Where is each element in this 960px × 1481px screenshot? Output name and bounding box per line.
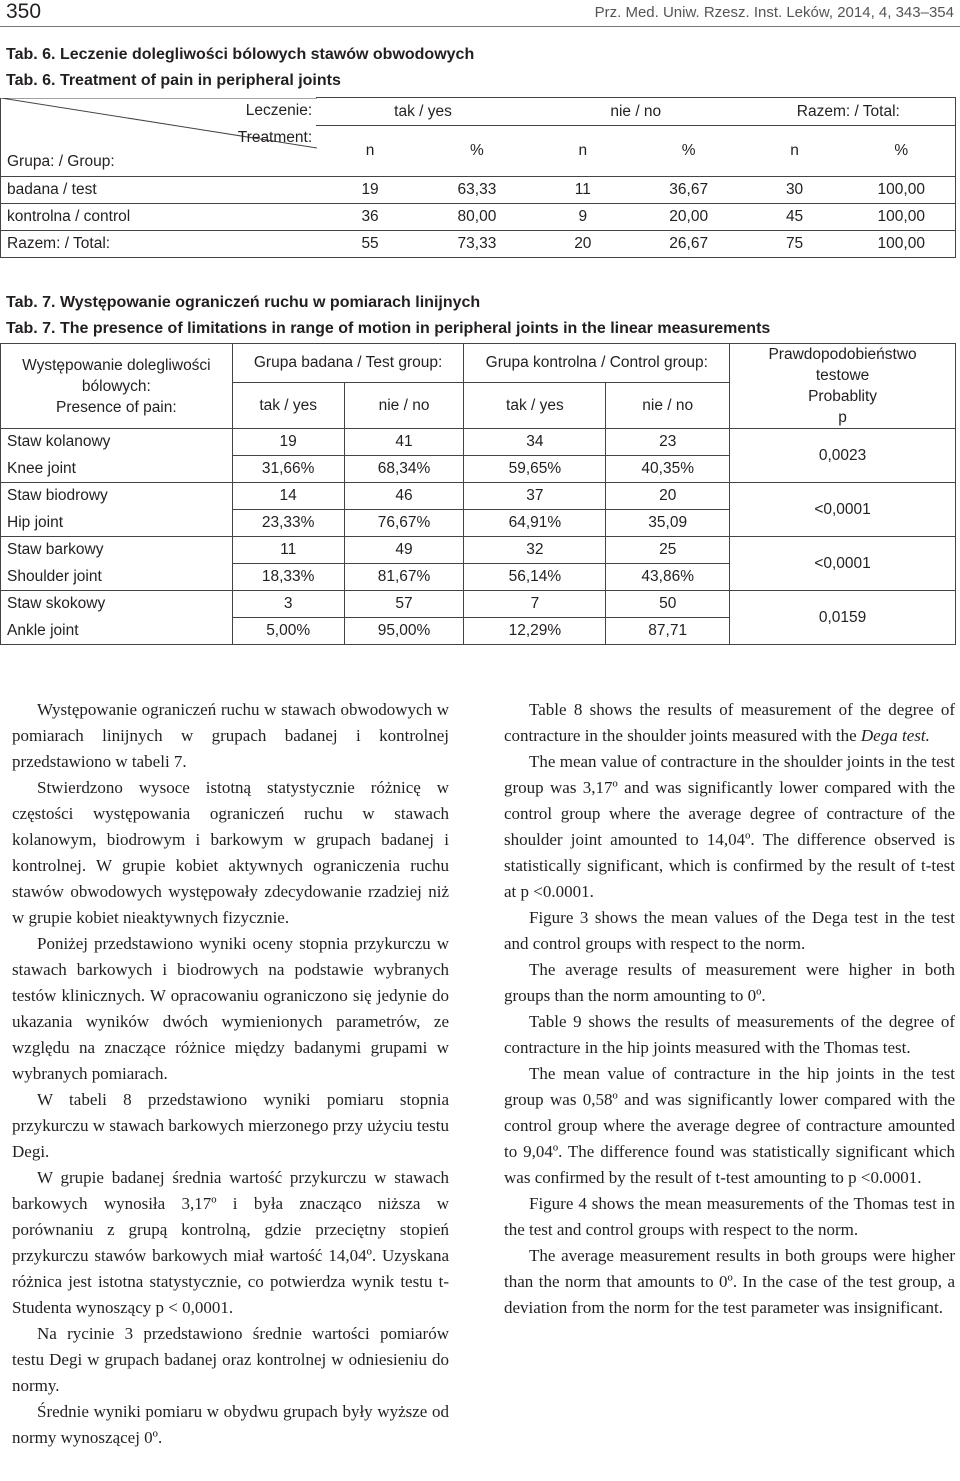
table-cell: 75 — [742, 231, 848, 258]
joint-label-en: Shoulder joint — [1, 564, 233, 591]
journal-reference: Prz. Med. Uniw. Rzesz. Inst. Leków, 2014, 4, 343–354 — [594, 4, 954, 21]
table-cell: 18,33% — [232, 564, 344, 591]
table-cell: 87,71 — [606, 618, 730, 645]
table6-caption-en: Tab. 6. Treatment of pain in peripheral joints — [6, 72, 341, 89]
table-cell: 45 — [742, 204, 848, 231]
corner-group: Grupa: / Group: — [7, 152, 115, 170]
table-row — [1, 483, 956, 510]
table6-header-yes: tak / yes — [316, 98, 530, 126]
table-cell: 36,67 — [636, 177, 742, 204]
p-value: <0,0001 — [730, 537, 956, 591]
prob-header-line: Probablity — [808, 388, 878, 405]
table7-prob-header — [730, 344, 956, 429]
paragraph: Figure 3 shows the mean values of the Dega test in the test and control groups with respect to the norm. — [504, 908, 955, 953]
table-cell: 56,14% — [464, 564, 606, 591]
table-row — [1, 591, 956, 618]
table-cell: 19 — [316, 177, 424, 204]
table-cell: 35,09 — [606, 510, 730, 537]
table6-header-total: Razem: / Total: — [742, 98, 956, 126]
paragraph: The average results of measurement were higher in both groups than the norm amounting to 0º. — [504, 960, 955, 1005]
row-label: badana / test — [1, 177, 317, 204]
paragraph: Figure 4 shows the mean measurements of the Thomas test in the test and control groups with respect to the norm. — [504, 1194, 955, 1239]
table-cell: 30 — [742, 177, 848, 204]
page-number: 350 — [6, 0, 42, 23]
table7-corner — [1, 344, 233, 429]
table-cell: 68,34% — [344, 456, 464, 483]
table-cell: 76,67% — [344, 510, 464, 537]
joint-label-pl: Staw barkowy — [1, 537, 233, 564]
table-row — [1, 429, 956, 456]
corner-line: bólowych: — [81, 377, 151, 395]
table-cell: 9 — [530, 204, 636, 231]
table-cell: 7 — [464, 591, 606, 618]
body-column-left — [12, 697, 449, 1451]
paragraph: W tabeli 8 przedstawiono wyniki pomiaru stopnia przykurczu w stawach barkowych mierzonego przy użyciu testu Degi. — [12, 1090, 449, 1161]
p-value: 0,0023 — [730, 429, 956, 483]
corner-line: Presence of pain: — [56, 398, 177, 416]
joint-label-en: Knee joint — [1, 456, 233, 483]
joint-label-en: Ankle joint — [1, 618, 233, 645]
table-row — [1, 204, 956, 231]
corner-treatment-pl: Leczenie: — [245, 101, 313, 119]
joint-label-pl: Staw biodrowy — [1, 483, 233, 510]
joint-label-pl: Staw kolanowy — [1, 429, 233, 456]
table7-header-test-group: Grupa badana / Test group: — [232, 344, 464, 383]
table-cell: 3 — [232, 591, 344, 618]
table-cell: 12,29% — [464, 618, 606, 645]
p-value: <0,0001 — [730, 483, 956, 537]
table-cell: 100,00 — [848, 231, 956, 258]
table6-subheader: % — [424, 126, 530, 177]
paragraph — [504, 697, 955, 749]
table-cell: 40,35% — [606, 456, 730, 483]
table7-header-control-group: Grupa kontrolna / Control group: — [464, 344, 730, 383]
table7-subheader: tak / yes — [464, 383, 606, 429]
table-cell: 23 — [606, 429, 730, 456]
table6-subheader: n — [530, 126, 636, 177]
table-cell: 31,66% — [232, 456, 344, 483]
table6-subheader: % — [636, 126, 742, 177]
joint-label-en: Hip joint — [1, 510, 233, 537]
table-cell: 73,33 — [424, 231, 530, 258]
row-label: Razem: / Total: — [1, 231, 317, 258]
table6-caption-pl: Tab. 6. Leczenie dolegliwości bólowych stawów obwodowych — [6, 46, 475, 63]
table-cell: 23,33% — [232, 510, 344, 537]
table-cell: 37 — [464, 483, 606, 510]
joint-label-pl: Staw skokowy — [1, 591, 233, 618]
table-cell: 43,86% — [606, 564, 730, 591]
table7-subheader: nie / no — [344, 383, 464, 429]
table-cell: 57 — [344, 591, 464, 618]
table-cell: 11 — [530, 177, 636, 204]
paragraph: Stwierdzono wysoce istotną statystycznie różnicę w częstości występowania ograniczeń ruchu w stawach kolanowym, biodrowym i barkowym w grupach badanej i kontrolnej. W grupie kobiet aktywnych ograniczenia ruchu stawów obwodowych występowały zdecydowanie rzadziej niż w grupie kobiet nieaktywnych fizycznie. — [12, 778, 449, 927]
table7 — [0, 343, 956, 645]
table-cell: 46 — [344, 483, 464, 510]
table-cell: 19 — [232, 429, 344, 456]
table6-subheader: % — [848, 126, 956, 177]
header-rule — [0, 26, 960, 27]
table-row — [1, 231, 956, 258]
paragraph: Poniżej przedstawiono wyniki oceny stopnia przykurczu w stawach barkowych i biodrowych na podstawie wybranych testów klinicznych. W opracowaniu ograniczono się jedynie do ukazania wyników dwóch wymienionych parametrów, ze względu na znaczące różnice między badanymi grupami w wybranych pomiarach. — [12, 934, 449, 1083]
table6-subheader: n — [316, 126, 424, 177]
paragraph-italic: Dega test. — [860, 726, 930, 745]
table-cell: 64,91% — [464, 510, 606, 537]
table-cell: 63,33 — [424, 177, 530, 204]
table-cell: 25 — [606, 537, 730, 564]
prob-header-line: Prawdopodobieństwo — [768, 346, 917, 363]
table-cell: 50 — [606, 591, 730, 618]
table-row — [1, 177, 956, 204]
body-column-right — [504, 697, 955, 1321]
paragraph-text: Table 8 shows the results of measurement of the degree of contracture in the shoulder joints measured with the — [504, 700, 955, 745]
p-value: 0,0159 — [730, 591, 956, 645]
table-cell: 59,65% — [464, 456, 606, 483]
table-cell: 95,00% — [344, 618, 464, 645]
table-cell: 100,00 — [848, 204, 956, 231]
paragraph: Table 9 shows the results of measurements of the degree of contracture in the hip joints measured with the Thomas test. — [504, 1012, 955, 1057]
table6 — [0, 97, 956, 258]
paragraph: Występowanie ograniczeń ruchu w stawach obwodowych w pomiarach linijnych w grupach badanej i kontrolnej przedstawiono w tabeli 7. — [12, 700, 449, 771]
paragraph: Na rycinie 3 przedstawiono średnie wartości pomiarów testu Degi w grupach badanej oraz kontrolnej w odniesieniu do normy. — [12, 1324, 449, 1395]
paragraph: The mean value of contracture in the hip joints in the test group was 0,58º and was significantly lower compared with the control group where the average degree of contracture amounted to 9,04º. The difference found was statistically significant which was confirmed by the result of t-test amounting to p <0.0001. — [504, 1064, 955, 1187]
prob-header-line: p — [838, 409, 847, 426]
row-label: kontrolna / control — [1, 204, 317, 231]
table-cell: 36 — [316, 204, 424, 231]
paragraph: W grupie badanej średnia wartość przykurczu w stawach barkowych wynosiła 3,17º i była znacząco niższa w porównaniu z grupą kontrolną, gdzie przeciętny stopień przykurczu stawów barkowych miał wartość 14,04º. Uzyskana różnica jest istotna statystycznie, co potwierdza wynik testu t-Studenta wynoszący p < 0,0001. — [12, 1168, 449, 1317]
table-cell: 20 — [530, 231, 636, 258]
table-cell: 26,67 — [636, 231, 742, 258]
paragraph: Średnie wyniki pomiaru w obydwu grupach były wyższe od normy wynoszącej 0º. — [12, 1402, 449, 1447]
corner-treatment-en: Treatment: — [237, 128, 313, 146]
corner-line: Występowanie dolegliwości — [22, 356, 211, 374]
table6-subheader: n — [742, 126, 848, 177]
table-cell: 20 — [606, 483, 730, 510]
table-cell: 55 — [316, 231, 424, 258]
table-cell: 5,00% — [232, 618, 344, 645]
table-cell: 32 — [464, 537, 606, 564]
table-cell: 49 — [344, 537, 464, 564]
table-cell: 20,00 — [636, 204, 742, 231]
table6-header-no: nie / no — [530, 98, 742, 126]
table-row — [1, 537, 956, 564]
table7-subheader: nie / no — [606, 383, 730, 429]
table7-caption-en: Tab. 7. The presence of limitations in range of motion in peripheral joints in the linear measurements — [6, 320, 771, 337]
table-cell: 80,00 — [424, 204, 530, 231]
table6-corner — [1, 98, 317, 177]
table7-subheader: tak / yes — [232, 383, 344, 429]
table-cell: 34 — [464, 429, 606, 456]
paragraph: The average measurement results in both groups were higher than the norm that amounts to 0º. In the case of the test group, a deviation from the norm for the test parameter was insignificant. — [504, 1246, 955, 1317]
table-cell: 14 — [232, 483, 344, 510]
table-cell: 41 — [344, 429, 464, 456]
table-cell: 11 — [232, 537, 344, 564]
prob-header-line: testowe — [815, 367, 870, 384]
table-cell: 100,00 — [848, 177, 956, 204]
paragraph: The mean value of contracture in the shoulder joints in the test group was 3,17º and was significantly lower compared with the control group where the average degree of contracture of the shoulder joint amounted to 14,04º. The difference observed is statistically significant, which is confirmed by the result of t-test at p <0.0001. — [504, 752, 955, 901]
table7-caption-pl: Tab. 7. Występowanie ograniczeń ruchu w pomiarach linijnych — [6, 294, 481, 311]
table-cell: 81,67% — [344, 564, 464, 591]
